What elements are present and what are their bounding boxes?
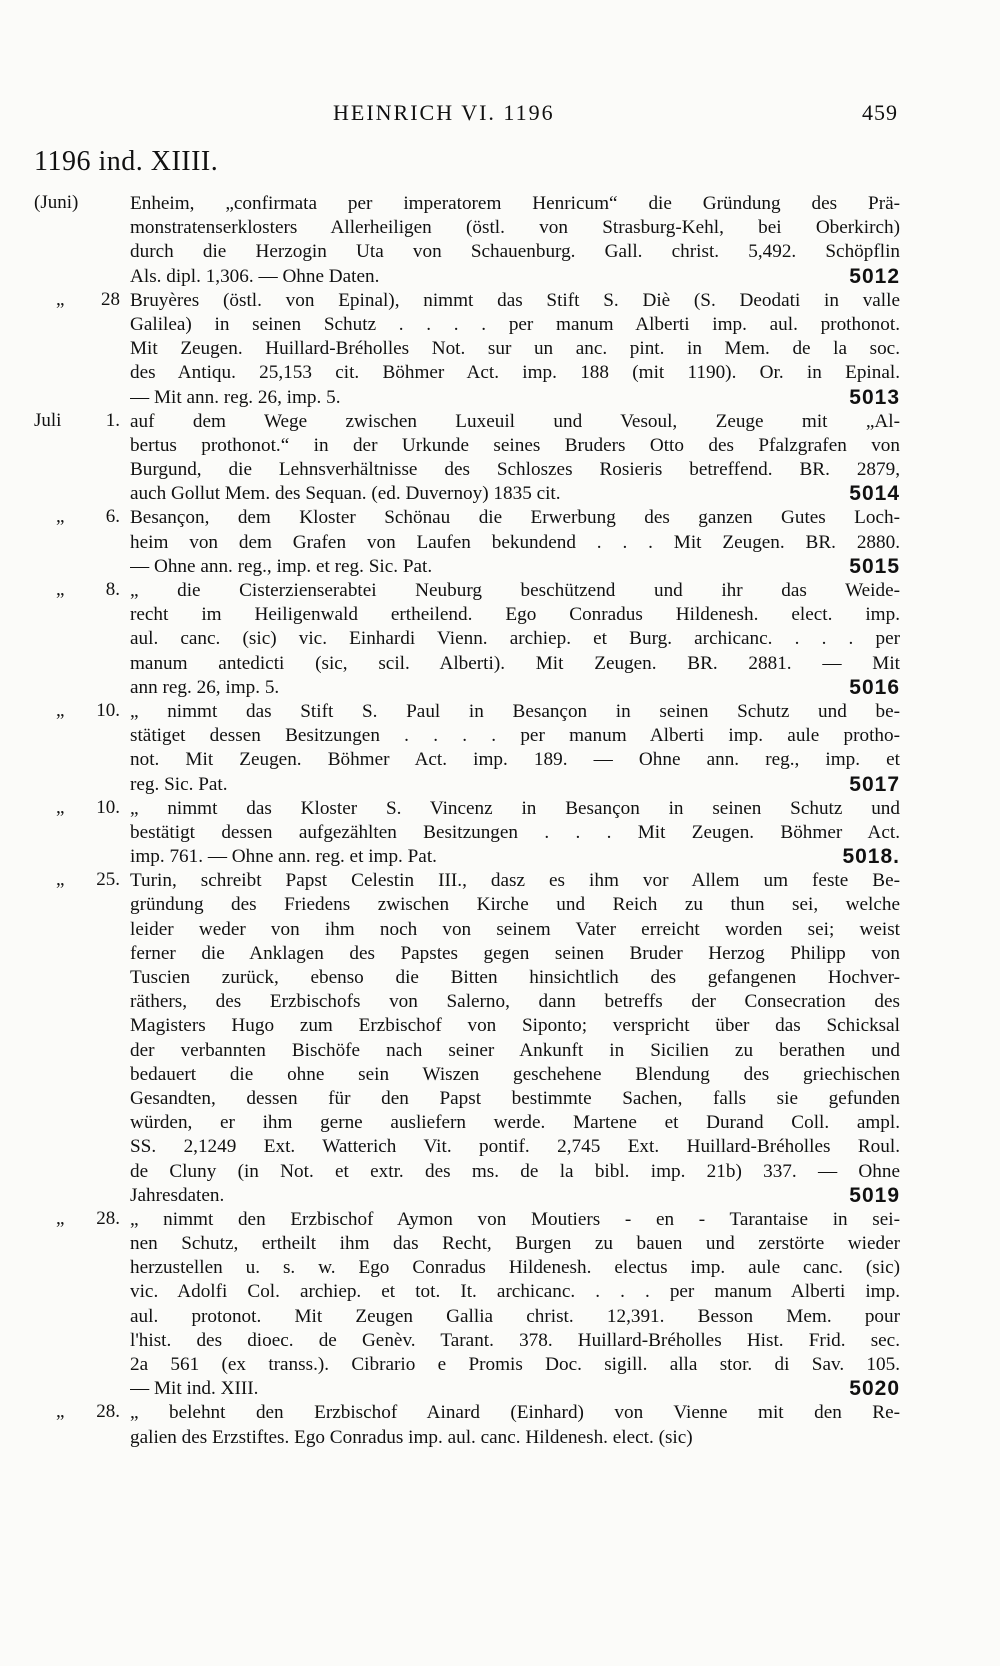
entry-text: Turin, schreibt Papst Celestin III., dasz es ihm vor Allem um feste Be- xyxy=(130,870,900,892)
entry-text: räthers, des Erzbischofs von Salerno, dann betreffs der Consecration des xyxy=(130,991,900,1013)
year-heading: 1196 ind. XIIII. xyxy=(34,146,219,177)
entry-text: Besançon, dem Kloster Schönau die Erwerbung des ganzen Gutes Loch- xyxy=(130,507,900,529)
entry-text: 2a 561 (ex transs.). Cibrario e Promis Doc. sigill. alla stor. di Sav. 105. xyxy=(130,1354,900,1375)
entry-text: stätiget dessen Besitzungen . . . . per manum Alberti imp. aule protho- xyxy=(130,725,900,747)
entry-text-line xyxy=(0,1377,1000,1401)
entry-text-line xyxy=(0,918,1000,942)
entry-text: heim von dem Grafen von Laufen bekundend . . . Mit Zeugen. BR. 2880. xyxy=(130,531,900,553)
entry-text: „ belehnt den Erzbischof Ainard (Einhard) von Vienne mit den Re- xyxy=(130,1402,900,1424)
entry-text: Burgund, die Lehnsverhältnisse des Schloszes Rosieris betreffend. BR. 2879, xyxy=(130,459,900,481)
entry-text-line xyxy=(0,337,1000,361)
entry-text: l'hist. des dioec. de Genèv. Tarant. 378. Huillard-Bréholles Hist. Frid. sec. xyxy=(130,1329,900,1351)
entry-text: des Antiqu. 25,153 cit. Böhmer Act. imp. 188 (mit 1190). Or. in Epinal. xyxy=(130,362,900,384)
page-number: 459 xyxy=(862,100,898,125)
entry-text: nen Schutz, ertheilt ihm das Recht, Burgen zu bauen und zerstörte wieder xyxy=(130,1233,900,1255)
entry-text-line xyxy=(0,748,1000,772)
entry-ditto-mark: „ xyxy=(56,796,65,818)
entry-day: 28. xyxy=(96,1401,120,1423)
entry-text-line xyxy=(0,773,1000,797)
regest-entry xyxy=(0,506,1000,579)
entry-text-line xyxy=(0,458,1000,482)
entry-text-line xyxy=(0,676,1000,700)
entry-ditto-mark: „ xyxy=(56,288,65,310)
entry-text-line xyxy=(0,603,1000,627)
regest-number: 5017 xyxy=(849,772,900,796)
entry-text: gründung des Friedens zwischen Kirche und Reich zu thun sei, welche xyxy=(130,894,900,916)
entry-ditto-mark: „ xyxy=(56,699,65,721)
entry-text-line xyxy=(0,1329,1000,1353)
entry-text-line xyxy=(0,942,1000,966)
entry-text-line xyxy=(0,966,1000,990)
entry-day: 10. xyxy=(96,796,120,818)
entry-text-line xyxy=(0,845,1000,869)
entry-text-line xyxy=(0,265,1000,289)
entry-day: 8. xyxy=(105,579,120,600)
entry-text-line xyxy=(0,1280,1000,1304)
entry-text-line xyxy=(0,1087,1000,1111)
regest-entry xyxy=(0,1208,1000,1402)
entry-text: „ nimmt das Kloster S. Vincenz in Besançon in seinen Schutz und xyxy=(130,797,900,819)
entry-text-line xyxy=(0,893,1000,917)
entry-ditto-mark: „ xyxy=(56,869,65,891)
entry-text-line xyxy=(0,313,1000,337)
regest-entry xyxy=(0,579,1000,700)
entry-text: ferner die Anklagen des Papstes gegen seinen Bruder Herzog Philipp von xyxy=(130,942,900,964)
entry-text-line xyxy=(0,1063,1000,1087)
entry-text: aul. protonot. Mit Zeugen Gallia christ. 12,391. Besson Mem. pour xyxy=(130,1305,900,1327)
running-head-title: HEINRICH VI. 1196 xyxy=(333,100,555,125)
entry-text-line xyxy=(0,1426,1000,1450)
regest-entry xyxy=(0,410,1000,507)
entry-ditto-mark: „ xyxy=(56,579,65,600)
entry-text-line xyxy=(0,1135,1000,1159)
entry-text: auf dem Wege zwischen Luxeuil und Vesoul, Zeuge mit „Al- xyxy=(130,410,900,432)
entry-day: 6. xyxy=(105,506,120,528)
entry-text-line xyxy=(0,990,1000,1014)
regest-number: 5014 xyxy=(849,482,900,506)
entry-text-line xyxy=(0,192,1000,216)
entry-text: Jahresdaten. xyxy=(130,1184,225,1206)
entry-text: herzustellen u. s. w. Ego Conradus Hildenesh. electus imp. aule canc. (sic) xyxy=(130,1257,900,1279)
regest-entry xyxy=(0,797,1000,870)
entry-text-line xyxy=(0,627,1000,651)
entry-text-line xyxy=(0,482,1000,506)
entry-text-line xyxy=(0,1232,1000,1256)
entry-text-line xyxy=(0,361,1000,385)
entry-text: Gesandten, dessen für den Papst bestimmte Sachen, falls sie gefunden xyxy=(130,1087,900,1109)
entry-text-line xyxy=(0,1160,1000,1184)
entry-text: würden, er ihm gerne ausliefern werde. Martene et Durand Coll. ampl. xyxy=(130,1112,900,1134)
entry-text-line xyxy=(0,1401,1000,1425)
entry-day: 1. xyxy=(105,409,120,431)
entry-text: Mit Zeugen. Huillard-Bréholles Not. sur un anc. pint. in Mem. de la soc. xyxy=(130,338,900,360)
entry-text: „ nimmt den Erzbischof Aymon von Moutiers - en - Tarantaise in sei- xyxy=(130,1208,900,1230)
entry-text-line xyxy=(0,821,1000,845)
entry-text-line xyxy=(0,700,1000,724)
entry-ditto-mark: „ xyxy=(56,1401,65,1423)
entry-month: Juli xyxy=(34,409,62,431)
entry-text-line xyxy=(0,1014,1000,1038)
entry-text: „ nimmt das Stift S. Paul in Besançon in seinen Schutz und be- xyxy=(130,700,900,722)
regest-number: 5019 xyxy=(849,1183,900,1207)
entry-text: de Cluny (in Not. et extr. des ms. de la bibl. imp. 21b) 337. — Ohne xyxy=(130,1160,900,1182)
entry-text: Bruyères (östl. von Epinal), nimmt das Stift S. Diè (S. Deodati in valle xyxy=(130,289,900,311)
entry-text: bertus prothonot.“ in der Urkunde seines Bruders Otto des Pfalzgrafen von xyxy=(130,434,900,456)
entry-text-line xyxy=(0,579,1000,603)
entry-text: imp. 761. — Ohne ann. reg. et imp. Pat. xyxy=(130,846,437,868)
regest-entry xyxy=(0,192,1000,289)
entry-ditto-mark: „ xyxy=(56,1207,65,1229)
entry-text: — Mit ind. XIII. xyxy=(130,1378,259,1400)
entry-text-line xyxy=(0,797,1000,821)
entry-text-line xyxy=(0,216,1000,240)
regest-entry xyxy=(0,1401,1000,1449)
entry-text: bestätigt dessen aufgezählten Besitzungen . . . Mit Zeugen. Böhmer Act. xyxy=(130,821,900,843)
regest-entry xyxy=(0,869,1000,1208)
entry-day: 10. xyxy=(96,699,120,721)
entry-day: 28. xyxy=(96,1207,120,1229)
entry-text: reg. Sic. Pat. xyxy=(130,773,228,795)
entry-text: — Mit ann. reg. 26, imp. 5. xyxy=(130,386,341,408)
entry-text-line xyxy=(0,1256,1000,1280)
entry-text: durch die Herzogin Uta von Schauenburg. Gall. christ. 5,492. Schöpflin xyxy=(130,241,900,263)
entry-text-line xyxy=(0,1111,1000,1135)
entry-text-line xyxy=(0,240,1000,264)
entry-day: 28 xyxy=(101,288,120,310)
entry-text: ann reg. 26, imp. 5. xyxy=(130,676,280,698)
entry-text: leider weder von ihm noch von seinem Vater erreicht worden sei; weist xyxy=(130,918,900,940)
entry-text-line xyxy=(0,869,1000,893)
entry-text: auch Gollut Mem. des Sequan. (ed. Duvernoy) 1835 cit. xyxy=(130,483,561,505)
entry-text: manum antedicti (sic, scil. Alberti). Mit Zeugen. BR. 2881. — Mit xyxy=(130,652,900,674)
regest-number: 5020 xyxy=(849,1377,900,1401)
entry-text: Galilea) in seinen Schutz . . . . per manum Alberti imp. aul. prothonot. xyxy=(130,313,900,335)
regest-number: 5013 xyxy=(849,385,900,409)
entry-text: recht im Heiligenwald ertheilend. Ego Conradus Hildenesh. elect. imp. xyxy=(130,604,900,626)
entry-text-line xyxy=(0,724,1000,748)
entry-text-line xyxy=(0,386,1000,410)
entry-text: bedauert die ohne sein Wiszen geschehene Blendung des griechischen xyxy=(130,1063,900,1085)
running-head xyxy=(0,100,1000,130)
entry-text-line xyxy=(0,1039,1000,1063)
entry-text-line xyxy=(0,1208,1000,1232)
entry-text: SS. 2,1249 Ext. Watterich Vit. pontif. 2,745 Ext. Huillard-Bréholles Roul. xyxy=(130,1136,900,1158)
entry-text-line xyxy=(0,1184,1000,1208)
entry-text-line xyxy=(0,652,1000,676)
entry-month: (Juni) xyxy=(34,192,79,213)
entry-text: „ die Cisterzienserabtei Neuburg beschützend und ihr das Weide- xyxy=(130,580,900,601)
regesta-entries xyxy=(0,192,1000,1450)
entry-text: not. Mit Zeugen. Böhmer Act. imp. 189. — Ohne ann. reg., imp. et xyxy=(130,749,900,771)
entry-text: — Ohne ann. reg., imp. et reg. Sic. Pat. xyxy=(130,555,433,577)
entry-text: Tuscien zurück, ebenso die Bitten hinsichtlich des gefangenen Hochver- xyxy=(130,967,900,988)
entry-text-line xyxy=(0,531,1000,555)
entry-text-line xyxy=(0,434,1000,458)
entry-text: Magisters Hugo zum Erzbischof von Siponto; verspricht über das Schicksal xyxy=(130,1015,900,1037)
entry-text-line xyxy=(0,410,1000,434)
regest-number: 5015 xyxy=(849,554,900,578)
entry-text: Als. dipl. 1,306. — Ohne Daten. xyxy=(130,265,380,287)
entry-text-line xyxy=(0,555,1000,579)
entry-text: Enheim, „confirmata per imperatorem Henricum“ die Gründung des Prä- xyxy=(130,193,900,214)
regest-number: 5016 xyxy=(849,675,900,699)
regest-entry xyxy=(0,700,1000,797)
entry-text: vic. Adolfi Col. archiep. et tot. It. archicanc. . . . per manum Alberti imp. xyxy=(130,1281,900,1303)
regest-number: 5018. xyxy=(842,845,900,869)
entry-text: monstratenserklosters Allerheiligen (östl. von Strasburg-Kehl, bei Oberkirch) xyxy=(130,217,900,239)
regest-entry xyxy=(0,289,1000,410)
entry-text: galien des Erzstiftes. Ego Conradus imp. aul. canc. Hildenesh. elect. (sic) xyxy=(130,1426,693,1448)
entry-text: aul. canc. (sic) vic. Einhardi Vienn. archiep. et Burg. archicanc. . . . per xyxy=(130,628,900,650)
entry-ditto-mark: „ xyxy=(56,506,65,528)
entry-text: der verbannten Bischöfe nach seiner Ankunft in Sicilien zu berathen und xyxy=(130,1039,900,1061)
entry-text-line xyxy=(0,289,1000,313)
entry-text-line xyxy=(0,506,1000,530)
entry-day: 25. xyxy=(96,869,120,891)
entry-text-line xyxy=(0,1353,1000,1377)
entry-text-line xyxy=(0,1305,1000,1329)
regest-number: 5012 xyxy=(849,264,900,288)
